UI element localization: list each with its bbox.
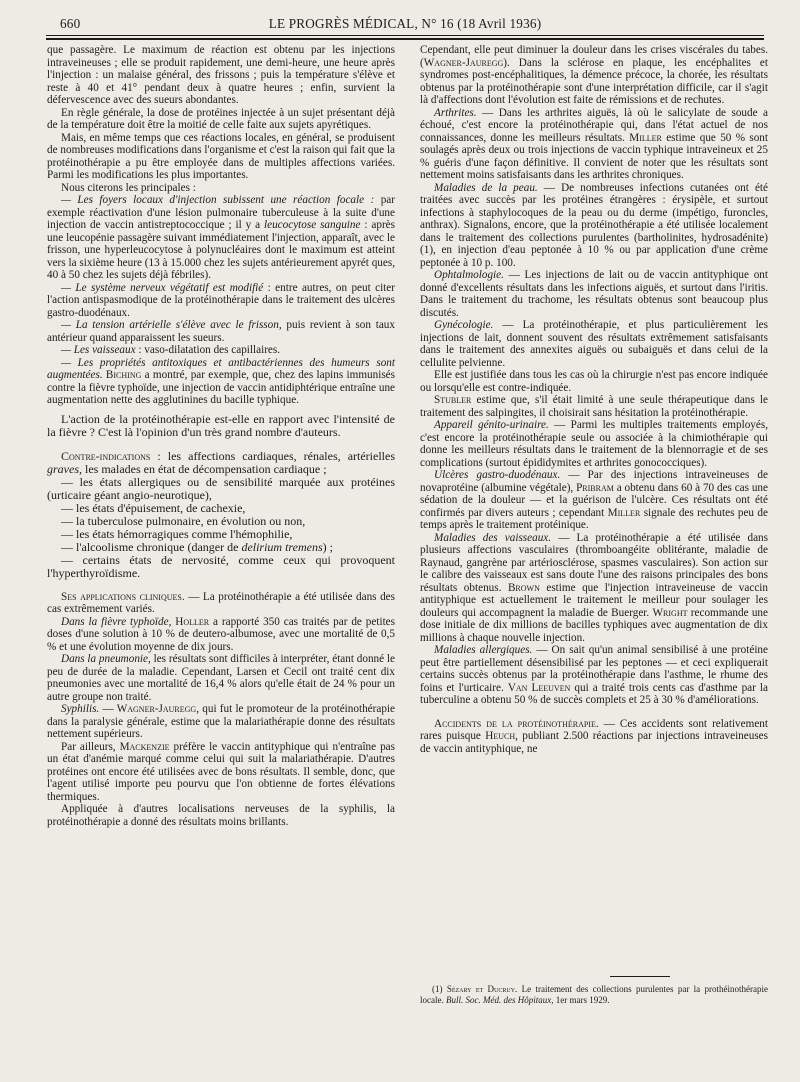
text-run: 1er mars 1929.: [553, 994, 610, 1005]
footnote: [420, 984, 768, 1005]
text-run: a obtenu dans 60 à 70 des cas une sédation de la douleur — et la guérison de l'ulcère. Ces résultats ont été confirmés par divers auteurs ; cependant: [420, 481, 768, 519]
text-run: puis revient à son taux antérieur quand apparaissent les sueurs.: [47, 319, 395, 344]
journal-title: LE PROGRÈS MÉDICAL, N° 16 (18 Avril 1936): [268, 16, 542, 31]
italic-term: graves,: [47, 461, 82, 476]
author-name: Stubler: [434, 394, 472, 406]
journal-citation: Bull. Soc. Méd. des Hôpitaux,: [446, 994, 554, 1005]
text-run: ). Dans la sclérose en plaque, les encéphalites et syndromes post-encéphalitiques, la démence précoce, la chorée, les résultats obtenus par la protéinothérapie sont d'une interprétation difficile, car il s'agit là d'affections dont l'évolution est faite de rémissions et de rechutes.: [420, 56, 768, 106]
paragraph: Elle est justifiée dans tous les cas où la chirurgie n'est pas encore indiquée ou lorsqu'elle est contre-indiquée.: [420, 369, 768, 394]
left-column: [47, 44, 395, 1060]
text-run: — Dans les arthrites aiguës, là où le salicylate de soude a échoué, c'est encore la protéinothérapie qui, dans l'état actuel de nos connaissances, donne les meilleurs résultats.: [420, 106, 768, 144]
italic-term: delirium tremens: [241, 539, 323, 554]
italic-heading: — Les propriétés antitoxiques et antibactériennes des humeurs sont augmentées.: [47, 356, 395, 381]
italic-heading: Dans la fièvre typhoïde,: [61, 615, 172, 628]
text-run: Le traitement des collections purulentes par la prothéinothérapie locale.: [420, 984, 768, 1005]
author-name: — Wagner-Jauregg,: [99, 703, 200, 715]
paragraph: — la tuberculose pulmonaire, en évolution ou non,: [61, 513, 306, 528]
text-run: qui a traité trois cents cas d'asthme par la tuberculine a obtenu 50 % de succès complets et 25 à 30 % d'améliorations.: [420, 681, 768, 706]
paragraph: [47, 450, 395, 476]
text-run: préfère le vaccin antityphique qui n'entraîne pas un état d'anémie marqué comme celui qui suit la malariathérapie. D'autres protéines ont encore été utilisées avec de bons résultats. Il semble, donc, que l'agent utilisé importe peu pourvu que l'on obtienne de fortes élévations thermiques.: [47, 740, 395, 803]
author-name: Miller: [629, 131, 662, 144]
italic-heading: Dans la pneumonie,: [61, 653, 151, 665]
author-name: Wright: [652, 606, 688, 619]
running-header: [46, 14, 764, 36]
italic-heading: Maladies allergiques.: [434, 644, 533, 656]
paragraph: [420, 718, 768, 756]
paragraph: [47, 319, 395, 344]
italic-heading: — Les vaisseaux: [61, 344, 136, 356]
text-run: — La protéinothérapie, et plus particulièrement les injections de lait, donnent souvent des résultats extrêmement satisfaisants dans le traitement des annexites aiguës ou subaiguës et dans celui de la cellulite pelvienne.: [420, 319, 768, 369]
text-run: signale des rechutes peu de temps après le traitement protéinique.: [420, 506, 768, 531]
text-run: par exemple réactivation d'une lésion pulmonaire tuberculeuse à la suite d'une injection de vaccin antistreptococcique ; il y a: [47, 194, 395, 231]
text-run: estime que, s'il était limité à une seule thérapeutique dans le traitement des salpingites, il choisirait sans hésitation la protéinothérapie.: [420, 394, 768, 419]
footnote-rule: [610, 976, 670, 977]
italic-heading: Ulcères gastro-duodénaux.: [434, 469, 561, 481]
text-run: les malades en état de décompensation cardiaque ;: [82, 461, 327, 476]
paragraph: [420, 107, 768, 182]
paragraph: Nous citerons les principales :: [61, 181, 196, 194]
text-run: : après une leucopénie passagère suivant immédiatement l'injection, apparaît, avec le frisson, une hyperleucocytose à polynucléaires dont le maximum est atteint vers la sixième heure (13 à 15.000 chez les sujets antérieurement apyrét ques, 40 à 50 chez les sujets déjà fébriles).: [47, 219, 396, 281]
italic-heading: — Les foyers locaux d'injection subissent une réaction focale :: [61, 194, 375, 206]
paragraph: [47, 282, 395, 320]
paragraph: L'action de la protéinothérapie est-elle en rapport avec l'intensité de la fièvre ? C'est là l'opinion d'un très grand nombre d'auteurs.: [47, 411, 395, 439]
italic-term: leucocytose sanguine: [264, 219, 361, 231]
italic-heading: Gynécologie.: [434, 319, 494, 331]
author-name: Mackenzie: [119, 740, 170, 753]
text-run: — La protéinothérapie a été utilisée dans des cas extrêmement variés.: [47, 590, 395, 615]
paragraph: [420, 394, 768, 419]
paragraph: Mais, en même temps que ces réactions locales, en général, se produisent de nombreuses modifications dans l'organisme et c'est la raison qui fait que la protéinothérapie a pu être employée dans de multiples affections variées. Parmi les modifications les plus importantes.: [47, 131, 395, 181]
paragraph: [420, 532, 768, 645]
paragraph: [47, 344, 395, 357]
paragraph: Appliquée à d'autres localisations nerveuses de la syphilis, la protéinothérapie a donné des résultats moins brillants.: [47, 803, 395, 828]
paragraph: [420, 44, 768, 107]
text-run: — Parmi les multiples traitements employés, c'est encore la protéinothérapie seule ou associée à la chimiothérapie qui donne les meilleurs résultats dans le traitement de la blennorragie et de ses complications (surtout épididymites et arthrites gonococciques).: [420, 419, 769, 469]
paragraph: que passagère. Le maximum de réaction est obtenu par les injections intraveineuses ; elle se produit rapidement, une demi-heure, une heure après l'injection : un malaise général, des frissons ; puis la température s'élève et reste à 40 et 41° pendant deux à quatre heures ; enfin, survient la défervescence avec des sueurs abondantes.: [47, 44, 395, 106]
author-name: Heuch,: [485, 730, 518, 742]
italic-heading: Syphilis.: [61, 703, 100, 715]
italic-heading: — Le système nerveux végétatif est modifié: [61, 281, 264, 294]
author-name: Miller: [607, 506, 641, 519]
text-run: — De nombreuses infections cutanées ont été traitées avec succès par les protéines étrangères : érysipèle, et surtout infections à staphylocoques de la peau ou du derme (impétigo, furoncles, anthrax). Signalons, encore, que la protéinothérapie a été utilisée localement dans le traitement des collections purulentes (bartholinites, hydrosadénite) (1), en injection d'eau peptonée à 10 % ou par application d'une crème peptonée à 10 p. 100.: [420, 181, 768, 269]
text-run: — On sait qu'un animal sensibilisé à une protéine peut être partiellement désensibilisé par les peptones — et ceci expliquerait certains succès obtenus par la protéinothérapie dans l'asthme, le rhume des foins et l'urticaire.: [420, 644, 768, 694]
section-heading: Ses applications cliniques.: [61, 590, 185, 603]
italic-heading: — La tension artérielle s'élève avec le frisson,: [61, 319, 282, 331]
text-run: — Ces accidents sont relativement rares puisque: [420, 717, 768, 742]
paragraph: — les états d'épuisement, de cachexie,: [61, 500, 246, 515]
footnote-text: [420, 984, 768, 1005]
paragraph: [47, 194, 395, 282]
text-run: recommande une dose initiale de dix millions de bacilles typhiques avec augmentation de dix millions à chaque nouvelle injection.: [420, 606, 768, 644]
text-run: — l'alcoolisme chronique (danger de: [61, 539, 242, 554]
text-run: estime que l'injection intraveineuse de vaccin antityphique est actuellement le traitement le meilleur pour soulager les douleurs qui accompagnent la maladie de Buerger.: [420, 581, 768, 619]
author-name: Biching: [105, 369, 142, 381]
text-run: (1): [432, 984, 447, 994]
header-rule-thick: [46, 38, 764, 40]
paragraph: [47, 616, 395, 654]
paragraph: [47, 653, 395, 703]
right-column: [420, 44, 768, 974]
paragraph: [47, 591, 395, 616]
italic-heading: Maladies des vaisseaux.: [434, 531, 552, 544]
text-run: les résultats sont difficiles à interpréter, étant donné le peu de durée de la maladie. Cependant, Larsen et Cecil ont traité cent dix pneumonies avec une mortalité de 16,4 % alors qu'elle était de 24 % pour un autre groupe non traité.: [47, 653, 395, 703]
author-name: Sézary et Ducruy.: [446, 984, 518, 994]
paragraph: [47, 703, 395, 741]
paragraph: [420, 269, 768, 319]
text-run: ) ;: [322, 539, 333, 554]
author-name: Van Leeuven: [507, 681, 571, 694]
section-heading: Accidents de la protéinothérapie.: [434, 717, 599, 730]
text-run: a montré, par exemple, que, chez des lapins immunisés contre la fièvre typhoïde, une injection de vaccin antidiphtérique entraîne une augmentation nette des agglutinines du bacille typhique.: [47, 369, 395, 406]
paragraph: [420, 419, 768, 469]
italic-heading: Maladies de la peau.: [434, 181, 538, 194]
page-number: 660: [60, 16, 81, 31]
paragraph: [47, 541, 395, 554]
paragraph: [420, 644, 768, 707]
text-run: Cependant, elle peut diminuer la douleur dans les crises viscérales du tabes. (: [420, 44, 768, 69]
text-run: publiant 2.500 réactions par injections intraveineuses de vaccin antityphique, ne: [420, 730, 768, 755]
italic-heading: Ophtalmologie.: [434, 269, 504, 281]
text-run: : les affections cardiaques, rénales, artérielles: [150, 448, 395, 463]
paragraph: — les états allergiques ou de sensibilité marquée aux protéines (urticaire géant angio-neurotique),: [47, 474, 395, 502]
text-run: Par ailleurs,: [61, 740, 120, 753]
paragraph: [420, 182, 768, 270]
paragraph: [47, 357, 395, 407]
text-run: a rapporté 350 cas traités par de petites doses d'une solution à 10 % de deutero-albumose, avec une mortalité de 0,5 % et une évolution moyenne de dix jours.: [47, 615, 395, 653]
header-rule: [46, 35, 764, 36]
italic-heading: Arthrites.: [434, 106, 477, 119]
paragraph: [420, 319, 768, 369]
paragraph: [420, 469, 768, 532]
paragraph: [47, 741, 395, 804]
author-name: Brown: [507, 581, 540, 594]
text-run: qui fut le promoteur de la protéinothérapie dans la paralysie générale, estime que la malariathérapie donne des résultats nettement supérieurs.: [47, 703, 395, 740]
paragraph: — les états hémorragiques comme l'hémophilie,: [61, 526, 293, 541]
text-run: estime que 50 % sont soulagés après deux ou trois injections de vaccin typhique intraveineux et 25 % guéris d'une façon définitive. Il convient de noter que les résultats sont nettement moins satisfaisants dans les arthrites chroniques.: [420, 131, 768, 181]
author-name: Holler: [171, 615, 210, 628]
text-run: — La protéinothérapie a été utilisée dans plusieurs affections vasculaires (thromboangéite oblitérante, maladie de Raynaud, gangrène par artériosclérose, spasmes vasculaires). Son action sur le calibre des vaisseaux est sans doute l'une des raisons principales des bons résultats obtenus.: [420, 531, 768, 594]
text-run: — Par des injections intraveineuses de novaprotéine (albumine végétale),: [420, 469, 768, 494]
italic-heading: Appareil génito-urinaire.: [434, 419, 549, 431]
text-run: — Les injections de lait ou de vaccin antityphique ont donné d'excellents résultats dans les infections aiguës, et surtout dans l'iritis. Dans le traitement du trachome, les résultats obtenus sont beaucoup plus discutés.: [420, 269, 768, 319]
text-run: : entre autres, on peut citer l'action antispasmodique de la protéinothérapie dans le traitement des ulcères gastro-duodénaux.: [47, 281, 395, 319]
paragraph: — certains états de nervosité, comme ceux qui provoquent l'hyperthyroïdisme.: [47, 552, 395, 580]
author-name: Pribram: [576, 481, 614, 494]
section-heading: Contre-indications: [61, 448, 151, 463]
paragraph: En règle générale, la dose de protéines injectée à un sujet présentant déjà de la température doit être la moitié de celle faite aux sujets apyrétiques.: [47, 106, 395, 131]
text-run: : vaso-dilatation des capillaires.: [135, 344, 281, 356]
author-name: Wagner-Jauregg: [423, 56, 504, 69]
